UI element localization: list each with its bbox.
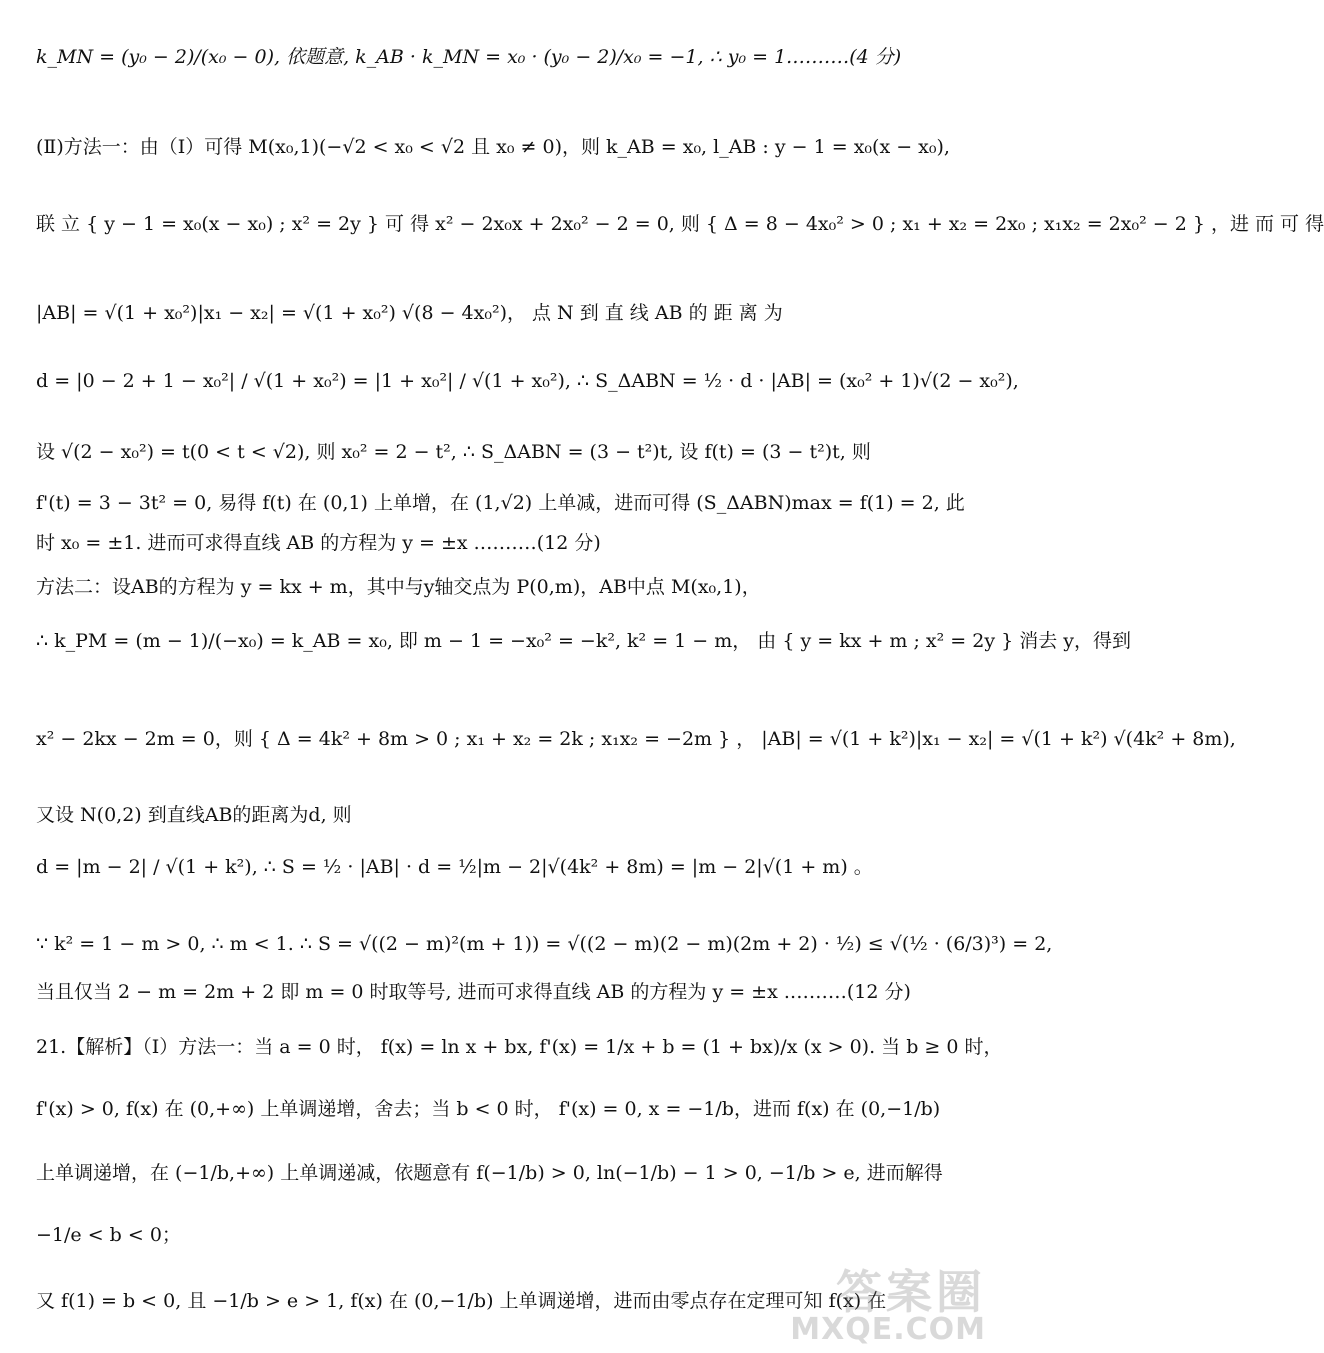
text-line-12: 又设 N(0,2) 到直线AB的距离为d, 则	[36, 804, 352, 826]
text-line-15: 当且仅当 2 − m = 2m + 2 即 m = 0 时取等号, 进而可求得直线 AB 的方程为 y = ±x .………(12 分)	[36, 981, 911, 1003]
text-line-14: ∵ k² = 1 − m > 0, ∴ m < 1. ∴ S = √((2 − m)²(m + 1)) = √((2 − m)(2 − m)(2m + 2) · ½) ≤ √(½ · (6/3)³) = 2,	[36, 933, 1053, 955]
text-line-10: ∴ k_PM = (m − 1)/(−x₀) = k_AB = x₀, 即 m − 1 = −x₀² = −k², k² = 1 − m， 由 { y = kx + m ; x² = 2y } 消去 y，得到	[36, 630, 1132, 652]
text-line-16: 21.【解析】（Ⅰ）方法一：当 a = 0 时， f(x) = ln x + bx, f'(x) = 1/x + b = (1 + bx)/x (x > 0). 当 b ≥ 0 时，	[36, 1036, 1003, 1058]
text-line-1: k_MN = (y₀ − 2)/(x₀ − 0), 依题意, k_AB · k_MN = x₀ · (y₀ − 2)/x₀ = −1, ∴ y₀ = 1.………(4 分)	[36, 46, 902, 68]
text-line-20: 又 f(1) = b < 0, 且 −1/b > e > 1, f(x) 在 (0,−1/b) 上单调递增，进而由零点存在定理可知 f(x) 在	[36, 1290, 887, 1312]
text-line-2: (Ⅱ)方法一：由（Ⅰ）可得 M(x₀,1)(−√2 < x₀ < √2 且 x₀ ≠ 0)，则 k_AB = x₀, l_AB : y − 1 = x₀(x − x₀),	[36, 136, 950, 158]
text-line-7: f'(t) = 3 − 3t² = 0, 易得 f(t) 在 (0,1) 上单增，在 (1,√2) 上单减，进而可得 (S_ΔABN)max = f(1) = 2, 此	[36, 492, 965, 514]
watermark-en: MXQE.COM	[790, 1312, 986, 1347]
text-line-5: d = |0 − 2 + 1 − x₀²| / √(1 + x₀²) = |1 + x₀²| / √(1 + x₀²), ∴ S_ΔABN = ½ · d · |AB| = (x₀² + 1)√(2 − x₀²),	[36, 370, 1019, 392]
text-line-4: |AB| = √(1 + x₀²)|x₁ − x₂| = √(1 + x₀²) √(8 − 4x₀²)， 点 N 到 直 线 AB 的 距 离 为	[36, 302, 783, 324]
text-line-6: 设 √(2 − x₀²) = t(0 < t < √2), 则 x₀² = 2 − t², ∴ S_ΔABN = (3 − t²)t, 设 f(t) = (3 − t²)t, 则	[36, 441, 871, 463]
text-line-9: 方法二：设AB的方程为 y = kx + m，其中与y轴交点为 P(0,m)，AB中点 M(x₀,1)，	[36, 576, 761, 598]
text-line-13: d = |m − 2| / √(1 + k²), ∴ S = ½ · |AB| · d = ½|m − 2|√(4k² + 8m) = |m − 2|√(1 + m) 。	[36, 856, 873, 878]
text-line-17: f'(x) > 0, f(x) 在 (0,+∞) 上单调递增，舍去；当 b < 0 时， f'(x) = 0, x = −1/b，进而 f(x) 在 (0,−1/b)	[36, 1098, 941, 1120]
text-line-8: 时 x₀ = ±1. 进而可求得直线 AB 的方程为 y = ±x .………(12 分)	[36, 532, 601, 554]
text-line-11: x² − 2kx − 2m = 0，则 { Δ = 4k² + 8m > 0 ; x₁ + x₂ = 2k ; x₁x₂ = −2m } ， |AB| = √(1 + k²)|x₁ − x₂| = √(1 + k²) √(4k² + 8m),	[36, 728, 1236, 750]
text-line-3: 联 立 { y − 1 = x₀(x − x₀) ; x² = 2y } 可 得 x² − 2x₀x + 2x₀² − 2 = 0, 则 { Δ = 8 − 4x₀² > 0 ; x₁ + x₂ = 2x₀ ; x₁x₂ = 2x₀² − 2 } ，进 而 可 得	[36, 213, 1324, 235]
watermark-logo	[790, 1265, 986, 1347]
watermark-cn: 答案圈	[836, 1265, 986, 1319]
text-line-18: 上单调递增，在 (−1/b,+∞) 上单调递减，依题意有 f(−1/b) > 0, ln(−1/b) − 1 > 0, −1/b > e, 进而解得	[36, 1162, 943, 1184]
text-line-19: −1/e < b < 0；	[36, 1224, 181, 1246]
